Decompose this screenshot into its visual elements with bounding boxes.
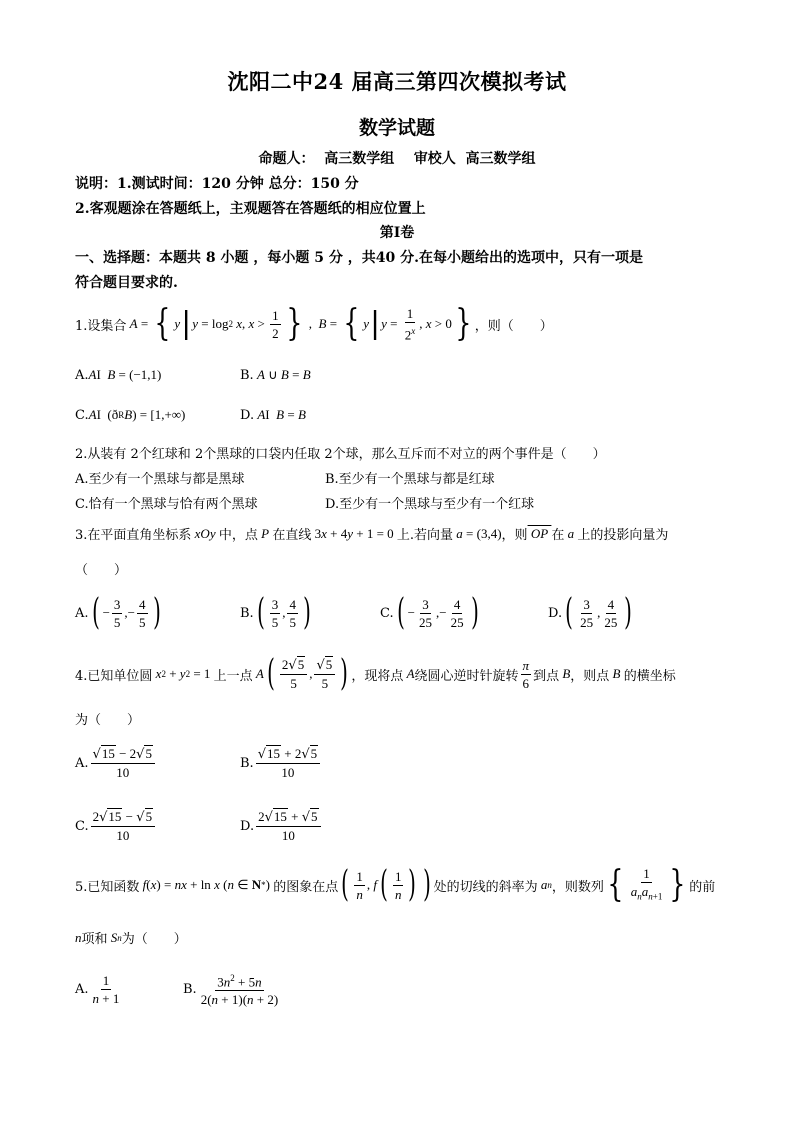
subject-title: 数学试题	[358, 117, 435, 139]
q3-option-b: B. ( $\frac{3}{5}$ , $\frac{4}{5}$ )	[240, 592, 311, 633]
question-4-tail: 为（ ）	[75, 713, 141, 728]
q5-option-b: B. $\frac{3n^2 + 5n}{2(n + 1)(n + 2)}$	[183, 968, 282, 1010]
q3-option-c: C. ( − $\frac{3}{25}$ ,− $\frac{4}{25}$ )	[380, 592, 479, 633]
q3-option-d: D. ( $\frac{3}{25}$ , $\frac{4}{25}$ )	[548, 592, 633, 633]
question-2-stem: 2.从装有 2个红球和 2个黑球的口袋内任取 2个球，那么互斥而不对立的两个事件是（ ）	[75, 447, 606, 462]
q2-option-d: D.至少有一个黑球与至少有一个红球	[325, 497, 535, 512]
q1-option-a: A. A I B = (−1,1)	[75, 367, 162, 383]
q2-option-c: C.恰有一个黑球与恰有两个黑球	[75, 497, 258, 512]
q1-option-c: C. A I (ð R B ) = [1,+∞)	[75, 407, 186, 423]
q1-set-a: A	[126, 316, 138, 331]
section-heading-line-1: 一、选择题：本题共 8 小题 ，每小题 5 分 ，共40 分.在每小题给出的选项中，只有一项是	[75, 250, 643, 266]
q2-option-b: B.至少有一个黑球与都是红球	[325, 472, 495, 487]
question-3-stem: 3.在平面直角坐标系 xOy 中，点 P 在直线 3 x + 4 y + 1 = 0 上.若向量 a = (3,4) ，则 OP 在 a 上的投影向量为	[75, 525, 669, 543]
q5-option-a: A. $\frac{1}{n + 1}$	[75, 972, 120, 1006]
q3-option-a: A. ( − $\frac{3}{5}$ ,− $\frac{4}{5}$ )	[75, 592, 161, 633]
q4-option-a: A. $\frac{√15 - 2√5}{10}$	[75, 742, 157, 784]
q1-prefix: 1.设集合	[75, 318, 127, 334]
q4-option-b: B. $\frac{√15 + 2√5}{10}$	[240, 742, 322, 784]
q1-suffix: ，则（ ）	[474, 318, 553, 334]
section-heading-line-2: 符合题目要求的.	[75, 275, 178, 291]
q1-option-d: D. A I B = B	[240, 407, 306, 423]
question-4-stem: 4.已知单位圆 x 2 + y 2 = 1 上一点 A ( $\frac{2√5}{5}$ , $\frac{√5}{5}$ ) ，现将点 A 绕圆心逆时针旋转 $\frac{\pi}{6}$ 到点 B ，则点 B 的横坐标	[75, 653, 676, 694]
exam-title: 沈阳二中24 届高三第四次模拟考试	[227, 69, 567, 94]
question-5-stem: 5.已知函数 f ( x ) = nx + ln x ( n ∈ N * ) 的图象在点 ( $\frac{1}{n}$ , f ( $\frac{1}{n}$ ) ) 处的切线的斜率为 a n ，则数列 { $\frac{1}{a_na_{n+1}}$ } 的前	[75, 864, 716, 905]
question-3-paren: （ ）	[75, 563, 128, 578]
question-1-stem: 1.设集合 A = { y | y = log 2 x , x > $\frac{1}{2}$ } , B = { y | y = $\frac{1}{2^x}$ , x > 0 } ，则（ ）	[75, 303, 553, 344]
q4-option-c: C. $\frac{2√15 - √5}{10}$	[75, 805, 157, 847]
q1-set-b: B	[318, 316, 327, 331]
q2-option-a: A.至少有一个黑球与都是黑球	[75, 472, 245, 487]
authors-line: 命题人： 高三数学组 审校人 高三数学组	[258, 151, 536, 167]
note-line-1: 说明：1.测试时间：120 分钟 总分：150 分	[75, 176, 359, 192]
q1-option-b: B. A ∪ B = B	[240, 367, 311, 383]
q4-option-d: D. $\frac{2√15 + √5}{10}$	[240, 805, 323, 847]
note-line-2: 2.客观题涂在答题纸上，主观题答在答题纸的相应位置上	[75, 201, 426, 217]
question-5-tail: n 项和 S n 为（ ）	[75, 929, 187, 947]
volume-heading: 第Ⅰ卷	[379, 225, 415, 241]
